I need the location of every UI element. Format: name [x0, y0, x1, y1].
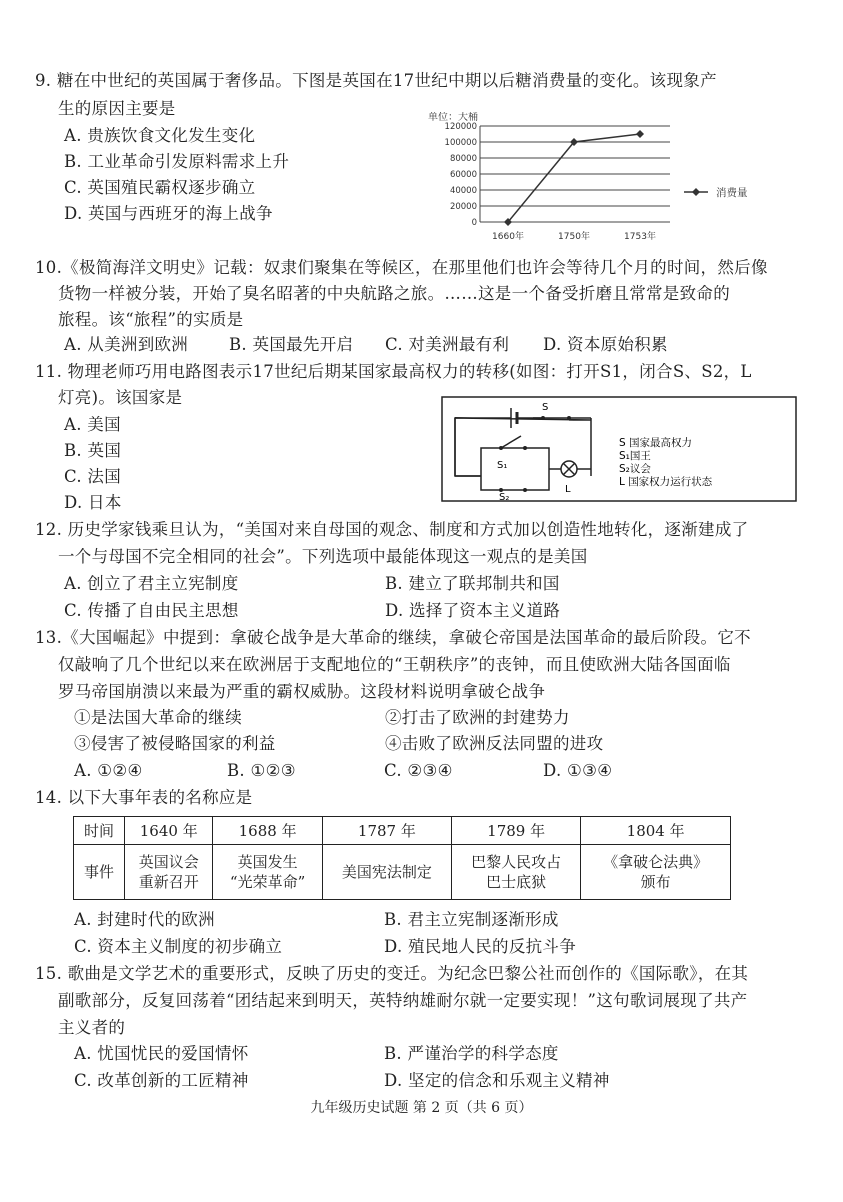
q12-option-b: B. 建立了联邦制共和国 [385, 574, 560, 593]
q13-option-c: C. ②③④ [384, 761, 453, 780]
q15-option-a: A. 忧国忧民的爱国情怀 [74, 1044, 249, 1063]
event-cell [322, 845, 451, 900]
q10-stem-line3: 旅程。该“旅程”的实质是 [58, 310, 244, 329]
q11-stem-line2: 灯亮)。该国家是 [58, 388, 183, 407]
x-tick-label: 1750年 [558, 232, 590, 242]
event-text: 颁布 [640, 873, 671, 892]
year-cell: 1640 年 [125, 817, 213, 845]
time-header: 时间 [74, 817, 125, 845]
q11-option-a: A. 美国 [64, 415, 121, 434]
event-cell [125, 845, 213, 900]
y-tick-label: 40000 [449, 186, 477, 196]
q14-stem: 14. 以下大事年表的名称应是 [35, 788, 253, 807]
q12-stem-line2: 一个与母国不完全相同的社会”。下列选项中最能体现这一观点的是美国 [58, 547, 588, 566]
event-text: 重新召开 [138, 873, 199, 892]
switch-s-label: S [542, 402, 549, 413]
circuit-legend-s2: S₂议会 [619, 463, 651, 475]
legend-label: 消费量 [716, 187, 748, 199]
data-point [636, 130, 644, 138]
q10-stem-line2: 货物一样被分装，开始了臭名昭著的中央航路之旅。……这是一个备受折磨且常常是致命的 [58, 284, 730, 303]
y-tick-label: 60000 [449, 170, 477, 180]
q13-item-2: ②打击了欧洲的封建势力 [385, 708, 570, 727]
circuit-diagram [441, 396, 797, 502]
s1-branch [481, 448, 549, 490]
q14-option-b: B. 君主立宪制逐渐形成 [384, 910, 559, 929]
q13-option-d: D. ①③④ [543, 761, 613, 780]
q10-option-c: C. 对美洲最有利 [385, 335, 510, 354]
table-row-time [74, 817, 731, 845]
table-row-event [74, 845, 731, 900]
event-cell [213, 845, 322, 900]
q12-option-c: C. 传播了自由民主思想 [64, 601, 239, 620]
year-cell: 1787 年 [322, 817, 451, 845]
q13-item-4: ④击败了欧洲反法同盟的进攻 [385, 734, 604, 753]
q14-option-d: D. 殖民地人民的反抗斗争 [384, 937, 577, 956]
switch-s1 [501, 436, 521, 448]
q10-option-b: B. 英国最先开启 [229, 335, 354, 354]
chart-unit-label: 单位：大桶 [428, 112, 478, 123]
event-cell [581, 845, 731, 900]
series-line [508, 134, 640, 222]
lamp-l-label: L [565, 484, 571, 495]
y-tick-label: 80000 [449, 154, 477, 164]
q15-stem-line2: 副歌部分，反复回荡着“团结起来到明天，英特纳雄耐尔就一定要实现！”这句歌词展现了共产 [58, 991, 748, 1010]
q15-stem-line3: 主义者的 [58, 1018, 126, 1037]
q15-option-c: C. 改革创新的工匠精神 [74, 1071, 249, 1090]
q10-option-d: D. 资本原始积累 [543, 335, 668, 354]
q12-stem-line1: 12. 历史学家钱乘旦认为，“美国对来自母国的观念、制度和方式加以创造性地转化，逐渐建成了 [35, 520, 749, 539]
q13-item-1: ①是法国大革命的继续 [74, 708, 242, 727]
q15-stem-line1: 15. 歌曲是文学艺术的重要形式，反映了历史的变迁。为纪念巴黎公社而创作的《国际歌》，在其 [35, 964, 749, 983]
switch-s1-label: S₁ [497, 460, 508, 471]
event-text: 巴士底狱 [486, 873, 547, 892]
event-text: 英国发生 [237, 853, 298, 872]
q13-option-b: B. ①②③ [227, 761, 296, 780]
x-tick-label: 1660年 [492, 232, 524, 242]
q9-option-b: B. 工业革命引发原料需求上升 [64, 152, 290, 171]
event-text: 美国宪法制定 [341, 863, 432, 882]
event-text: 《拿破仑法典》 [603, 853, 709, 872]
q9-stem-line1: 9. 糖在中世纪的英国属于奢侈品。下图是英国在17世纪中期以后糖消费量的变化。该现象产 [35, 71, 717, 90]
q10-stem-line1: 10.《极简海洋文明史》记载：奴隶们聚集在等候区，在那里他们也许会等待几个月的时间，然后像 [35, 258, 768, 277]
year-cell: 1789 年 [452, 817, 581, 845]
q13-stem-line2: 仅敲响了几个世纪以来在欧洲居于支配地位的“王朝秩序”的丧钟，而且使欧洲大陆各国面临 [58, 655, 731, 674]
event-header: 事件 [74, 845, 125, 900]
q11-option-c: C. 法国 [64, 467, 122, 486]
q14-option-a: A. 封建时代的欧洲 [74, 910, 215, 929]
q11-stem-line1: 11. 物理老师巧用电路图表示17世纪后期某国家最高权力的转移(如图：打开S1，闭合S、S2，L [35, 362, 752, 381]
y-tick-label: 20000 [449, 202, 477, 212]
event-text: “光荣革命” [229, 873, 306, 892]
q11-option-b: B. 英国 [64, 441, 122, 460]
q12-option-d: D. 选择了资本主义道路 [385, 601, 561, 620]
circuit-legend-s1: S₁国王 [619, 450, 651, 462]
q15-option-b: B. 严谨治学的科学态度 [384, 1044, 559, 1063]
circuit-legend-s: S 国家最高权力 [619, 437, 693, 449]
q9-option-c: C. 英国殖民霸权逐步确立 [64, 178, 256, 197]
q13-stem-line1: 13.《大国崛起》中提到：拿破仑战争是大革命的继续，拿破仑帝国是法国革命的最后阶段。它不 [35, 628, 751, 647]
year-cell: 1688 年 [213, 817, 322, 845]
q10-option-a: A. 从美洲到欧洲 [64, 335, 189, 354]
year-cell: 1804 年 [581, 817, 731, 845]
y-tick-label: 120000 [444, 122, 477, 132]
y-tick-label: 0 [471, 218, 477, 228]
circuit-legend-l: L 国家权力运行状态 [619, 476, 713, 488]
event-text: 英国议会 [138, 853, 199, 872]
q13-option-a: A. ①②④ [74, 761, 143, 780]
q12-option-a: A. 创立了君主立宪制度 [64, 574, 239, 593]
q9-option-a: A. 贵族饮食文化发生变化 [64, 126, 256, 145]
switch-s2-label: S₂ [499, 492, 510, 502]
event-cell [452, 845, 581, 900]
q13-item-3: ③侵害了被侵略国家的利益 [74, 734, 276, 753]
legend-marker [692, 188, 700, 196]
chronology-table [73, 816, 731, 900]
q13-stem-line3: 罗马帝国崩溃以来最为严重的霸权威胁。这段材料说明拿破仑战争 [58, 682, 546, 701]
q9-option-d: D. 英国与西班牙的海上战争 [64, 204, 273, 223]
y-tick-label: 100000 [444, 138, 477, 148]
switch-s1-contact [523, 446, 527, 450]
q11-option-d: D. 日本 [64, 493, 122, 512]
sugar-consumption-chart [426, 112, 786, 247]
q15-option-d: D. 坚定的信念和乐观主义精神 [384, 1071, 610, 1090]
switch-s2-contact [523, 488, 527, 492]
event-text: 巴黎人民攻占 [471, 853, 562, 872]
x-tick-label: 1753年 [624, 232, 656, 242]
q9-stem-line2: 生的原因主要是 [58, 99, 176, 118]
q14-option-c: C. 资本主义制度的初步确立 [74, 937, 283, 956]
page-footer: 九年级历史试题 第 2 页（共 6 页） [310, 1100, 533, 1116]
